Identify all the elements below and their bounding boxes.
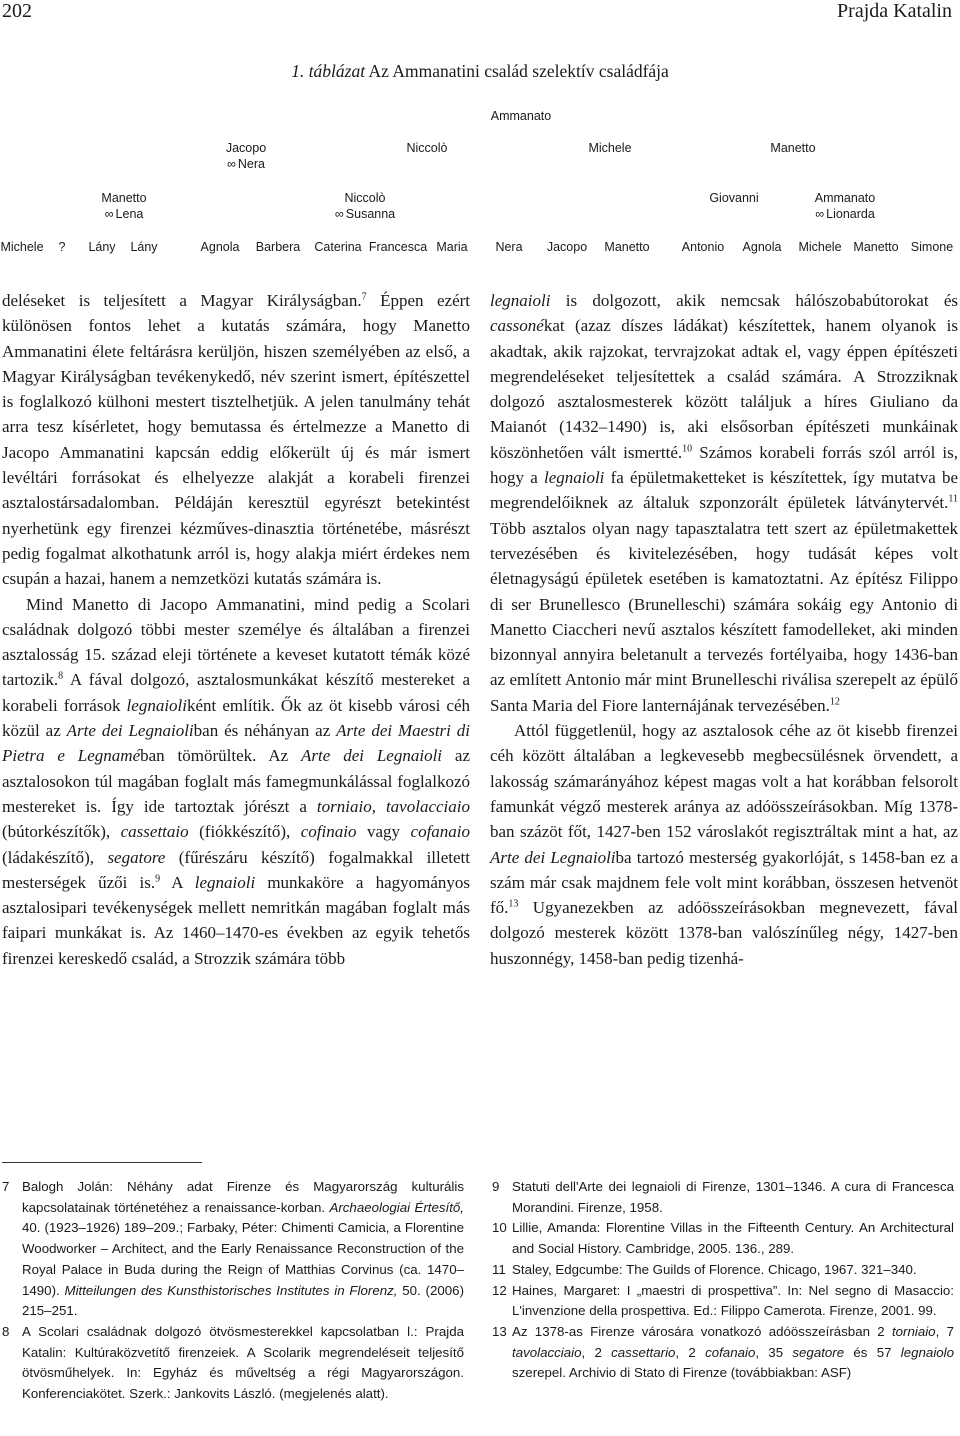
paragraph: [490, 288, 958, 718]
italic-term: Arte dei Legnaioli: [490, 847, 616, 867]
text-run: Balogh Jolán: Néhány adat Firenze és Magyarország kulturális kapcsolatainak történetéhez a renaissance-korban.: [22, 1179, 464, 1215]
text-run: , 7: [935, 1323, 954, 1339]
person-name: Michele: [798, 240, 842, 254]
footnote-separator: [2, 1162, 202, 1163]
footnote: [492, 1281, 954, 1322]
tree-gen3-person: [436, 239, 467, 255]
footnote-ref: 7: [361, 291, 367, 303]
tree-gen3-person: [911, 239, 953, 255]
footnote-ref: 13: [508, 898, 519, 910]
text-run: kat (azaz díszes ládákat) készítettek, hanem olyanok is akadtak, akik rajzokat, tervrajzokat adtak el, vagy éppen építészeti megrendeléseket teljesítettek a család számára. A Strozziknak dolgozó asztalosmesterek között találjuk a híres Giuliano da Maianót (1432–1490) is, aki elsősorban építészeti munkáinak köszönhetően vált ismertté.: [490, 316, 958, 462]
spouse-name: Susanna: [345, 207, 396, 221]
text-run: Haines, Margaret: I „maestri di prospettiva”. In: Nel segno di Masaccio: L'invenzione della prospettiva. Ed.: Filippo Camerota. Firenze, 2001. 99.: [512, 1282, 954, 1319]
text-run: Statuti dell'Arte dei legnaioli di Firenze, 1301–1346. A cura di Francesca Morandini. Firenze, 1958.: [512, 1179, 954, 1215]
italic-term: cassoné: [490, 316, 544, 336]
spouse: [815, 206, 875, 222]
italic-term: Archaeologiai Értesítő,: [329, 1199, 464, 1215]
person-name: Manetto: [101, 191, 147, 205]
text-run: Attól függetlenül, hogy az asztalosok céhe az öt kisebb firenzei céh között általában a legkevesebb megbecsülésnek örvendett, a lakosság számarányához képest magas volt a hat korábban felsorolt famunkát végző mesterek aránya az adóösszeírásokban. Míg 1378-ban százöt főt, 1427-ben 152 városlakót regisztráltak mint a hat, az: [490, 721, 958, 842]
text-run: (fiókkészítő),: [188, 822, 301, 842]
text-run: (bútorkészítők),: [2, 822, 121, 842]
marriage-symbol: ∞: [226, 157, 236, 171]
person-name: Manetto: [770, 141, 816, 155]
italic-term: torniaio, tavolacciaio: [316, 796, 470, 816]
tree-gen2-person: [815, 190, 875, 222]
person-name: Lány: [130, 240, 158, 254]
text-run: A: [160, 872, 195, 892]
text-run: is dolgozott, akik nemcsak hálószobabútorokat és: [550, 291, 958, 310]
tree-gen3-person: [547, 239, 587, 255]
person-name: Jacopo: [546, 240, 588, 254]
italic-term: Mitteilungen des Kunsthistorisches Institutes in Florenz,: [64, 1282, 398, 1298]
footnotes-left: [2, 1177, 464, 1405]
person-name: ?: [58, 240, 66, 254]
footnote: [492, 1218, 954, 1259]
footnotes-right: [492, 1177, 954, 1384]
tree-gen3-person: [853, 239, 898, 255]
paragraph: [2, 592, 470, 971]
tree-gen3-person: [88, 239, 115, 255]
italic-term: cassettario: [611, 1344, 676, 1360]
footnote: [492, 1260, 954, 1281]
text-run: 50. (2006) 215–251.: [22, 1282, 464, 1319]
italic-term: torniaio: [891, 1323, 936, 1339]
text-run: fa épületmaketteket is készítettek, így mutatva be megrendelőiknek az általuk szponzorált épületek látványtervét.: [490, 468, 958, 513]
person-name: Agnola: [200, 240, 240, 254]
person-name: Ammanato: [814, 191, 876, 205]
body-column-left: [2, 288, 470, 971]
table-caption: [0, 61, 960, 82]
tree-gen3-person: [0, 239, 43, 255]
running-author: Prajda Katalin: [837, 0, 952, 22]
person-name: Francesca: [368, 240, 428, 254]
italic-term: segatore: [107, 847, 166, 867]
footnote: [2, 1322, 464, 1405]
italic-term: legnaioli: [126, 695, 187, 715]
footnote-number: 11: [492, 1261, 506, 1277]
tree-gen3-person: [369, 239, 427, 255]
person-name: Jacopo: [225, 141, 267, 155]
footnote-number: 13: [492, 1323, 507, 1339]
text-run: A fával dolgozó, asztalosmunkákat készítő mestereket a korabeli források: [2, 670, 470, 715]
person-name: Lány: [88, 240, 116, 254]
text-run: 40. (1923–1926) 189–209.; Farbaky, Péter: Chimenti Camicia, a Florentine Woodworker – Architect, and the Early Renaissance Reconstruction of the Royal Palace in Buda during the Reign of Matthias Corvinus (ca. 1470–1490).: [22, 1220, 464, 1298]
italic-term: legnaioli: [194, 872, 256, 892]
tree-gen1-person: [226, 140, 266, 172]
footnote: [2, 1177, 464, 1322]
tree-gen3-person: [256, 239, 300, 255]
footnote-number: 9: [492, 1179, 500, 1194]
text-run: A Scolari családnak dolgozó ötvösmesterekkel kapcsolatban l.: Prajda Katalin: Kultúraközvetítő firenzeiek. A Scolarik megrendeléseit teljesítő ötvösműhelyek. In: Egyház és műveltség a régi Magyarországon. Konferenciakötet. Szerk.: Jankovits László. (megjelenés alatt).: [22, 1323, 464, 1402]
text-run: és 57: [844, 1344, 901, 1360]
text-run: Több asztalos olyan nagy tapasztalatra tett szert az épületmakettek tervezésében és kivitelezésében, hogy tudását képes volt életnagyságú épületek esetében is kamatoztatni. Az építész Filippo di ser Brunellesco (Brunelleschi) számára sokáig egy Antonio di Manetto Ciaccheri nevű asztalos készített famodelleket, aki minden bizonnyal annyira beletanult a tervezés fortélyaiba, hogy 1436-ban az említett Antonio már mint Brunelleschi riválisa szerepelt az épülő Santa Maria del Fiore lanternájának tervezésében.: [490, 518, 958, 715]
footnote-number: 12: [492, 1282, 507, 1298]
footnote-ref: 11: [948, 493, 958, 505]
text-run: , 2: [675, 1344, 706, 1360]
tree-gen2-person: [101, 190, 146, 222]
marriage-symbol: ∞: [815, 207, 825, 221]
table-caption-label: 1. táblázat: [291, 61, 366, 81]
italic-term: segatore: [792, 1344, 845, 1360]
footnote-number: 7: [2, 1179, 10, 1194]
spouse: [101, 206, 146, 222]
paragraph: [490, 718, 958, 971]
tree-gen3-person: [201, 239, 240, 255]
text-run: (ládakészítő),: [2, 847, 108, 867]
tree-gen1-person: [407, 140, 448, 156]
text-run: (fűrészáru készítő) fogalmakkal illetett mesterségek űzői is.: [2, 847, 471, 892]
person-name: Caterina: [314, 240, 362, 254]
running-header: [0, 0, 960, 26]
person-name: Michele: [588, 141, 632, 155]
italic-term: Arte dei Legnaioli: [301, 746, 443, 766]
tree-gen3-person: [495, 239, 522, 255]
italic-term: cofanaio: [705, 1344, 756, 1360]
person-name: Agnola: [742, 240, 782, 254]
italic-term: Arte dei Legnaioli: [66, 721, 194, 741]
person-name: Barbera: [255, 240, 301, 254]
spouse-name: Lena: [115, 207, 144, 221]
text-run: ba tartozó mesterség gyakorlóját, s 1458-ban ez a szám már csak majdnem fele volt mint korábban, összesen hetvenöt fő.: [490, 847, 958, 918]
italic-term: cofanaio: [410, 822, 471, 842]
footnote-number: 8: [2, 1323, 10, 1339]
text-run: Lillie, Amanda: Florentine Villas in the Fifteenth Century. An Architectural and Social History. Cambridge, 2005. 136., 289.: [512, 1220, 954, 1257]
italic-term: legnaioli: [490, 291, 551, 310]
text-run: Éppen ezért különösen fontos lehet a kutatás számára, hogy Manetto Ammanatini élete feltárásra kerüljön, hiszen személyében az első, a Magyar Királyságban tevékenykedő, név szerint ismert, építészettel is foglalkozó külhoni mestert tisztelhetjük. A jelen tanulmány tehát arra tesz kísérletet, hogy bemutassa és értelmezze a Manetto di Jacopo Ammanatini kapcsán eddig előkerült új és már ismert levéltári forrásokat és elhelyezze alakját a korabeli firenzei asztalostársadalomban. Példáján keresztül egyrészt betekintést nyerhetünk egy firenzei kézműves-dinasztia történetébe, másrészt pedig fogalmat alkothatunk arról is, hogy alakja miért érdekes nem csupán a hazai, hanem a nemzetközi kutatás számára is.: [2, 291, 470, 589]
text-run: vagy: [356, 822, 411, 842]
text-run: ban tömörültek. Az: [140, 746, 302, 766]
text-run: az asztalosokon túl magában foglalt más famegmunkálással foglalkozó mestereket is. Így ide tartoztak jórészt a: [2, 746, 470, 816]
person-name: Ammanato: [490, 109, 552, 123]
text-run: ban és néhányan az: [193, 721, 337, 741]
tree-gen3-person: [604, 239, 649, 255]
italic-term: cofinaio: [300, 822, 357, 842]
italic-term: cassettaio: [120, 822, 189, 842]
text-run: Mind Manetto di Jacopo Ammanatini, mind pedig a Scolari családnak dolgozó többi mester személye és általában a firenzei asztalosság 15. század eleji története a keveset kutatott témák közé tartozik.: [2, 594, 470, 690]
tree-gen2-person: [709, 190, 758, 206]
spouse: [335, 206, 395, 222]
text-run: munkaköre a hagyományos asztalosipari tevékenységek mellett nemritkán magában foglalt más faipari munkákat is. Az 1460–1470-es években az egyik tehetős firenzei kereskedő család, a Strozzik számára több: [2, 872, 470, 968]
tree-gen3-person: [682, 239, 724, 255]
text-run: Staley, Edgcumbe: The Guilds of Florence. Chicago, 1967. 321–340.: [512, 1261, 917, 1277]
text-run: Az 1378-as Firenze városára vonatkozó adóösszeírásban 2: [512, 1323, 892, 1339]
person-name: Manetto: [853, 240, 899, 254]
tree-gen2-person: [335, 190, 395, 222]
footnote-ref: 10: [682, 443, 693, 455]
person-name: Niccolò: [344, 191, 386, 205]
page-number: 202: [2, 0, 32, 22]
spouse-name: Lionarda: [826, 207, 875, 221]
table-caption-title: Az Ammanatini család szelektív családfája: [368, 61, 669, 81]
person-name: Simone: [910, 240, 954, 254]
tree-gen3-person: [59, 239, 66, 255]
tree-gen1-person: [770, 140, 815, 156]
text-run: Ugyanezekben az adóösszeírásokban megnevezett, fával dolgozó mesterek között 1378-ban valószínűleg négy, 1427-ben huszonnégy, 1458-ban pedig tizenhá-: [490, 898, 958, 968]
text-run: szerepel. Archivio di Stato di Firenze (továbbiakban: ASF): [512, 1365, 852, 1381]
person-name: Nera: [495, 240, 523, 254]
footnote: [492, 1322, 954, 1384]
italic-term: tavolacciaio: [512, 1344, 582, 1360]
marriage-symbol: ∞: [104, 207, 114, 221]
person-name: Antonio: [681, 240, 725, 254]
spouse: [226, 156, 266, 172]
tree-root: [491, 108, 551, 124]
text-run: , 2: [581, 1344, 612, 1360]
tree-gen3-person: [743, 239, 782, 255]
paragraph: [2, 288, 470, 592]
text-run: Számos korabeli forrás szól arról is, hogy a: [490, 442, 959, 488]
footnote: [492, 1177, 954, 1218]
person-name: Manetto: [604, 240, 650, 254]
tree-gen3-person: [130, 239, 157, 255]
person-name: Maria: [436, 240, 468, 254]
italic-term: Arte dei Maestri di Pietra e Legnamé: [2, 721, 470, 766]
tree-gen3-person: [314, 239, 361, 255]
spouse-name: Nera: [237, 157, 265, 171]
footnote-ref: 8: [58, 670, 64, 682]
italic-term: legnaiolo: [900, 1344, 955, 1360]
person-name: Niccolò: [406, 141, 448, 155]
tree-gen1-person: [588, 140, 631, 156]
text-run: deléseket is teljesített a Magyar Királyságban.: [2, 291, 362, 310]
person-name: Giovanni: [709, 191, 759, 205]
footnote-ref: 12: [829, 696, 840, 708]
italic-term: legnaioli: [543, 468, 605, 488]
tree-gen3-person: [798, 239, 841, 255]
marriage-symbol: ∞: [334, 207, 344, 221]
person-name: Michele: [0, 240, 44, 254]
footnote-ref: 9: [155, 873, 161, 885]
family-tree: [0, 104, 960, 254]
text-run: , 35: [755, 1344, 793, 1360]
text-run: ként említik. Ők az öt kisebb városi céh közül az: [2, 695, 470, 741]
footnote-number: 10: [492, 1220, 507, 1236]
body-column-right: [490, 288, 958, 971]
